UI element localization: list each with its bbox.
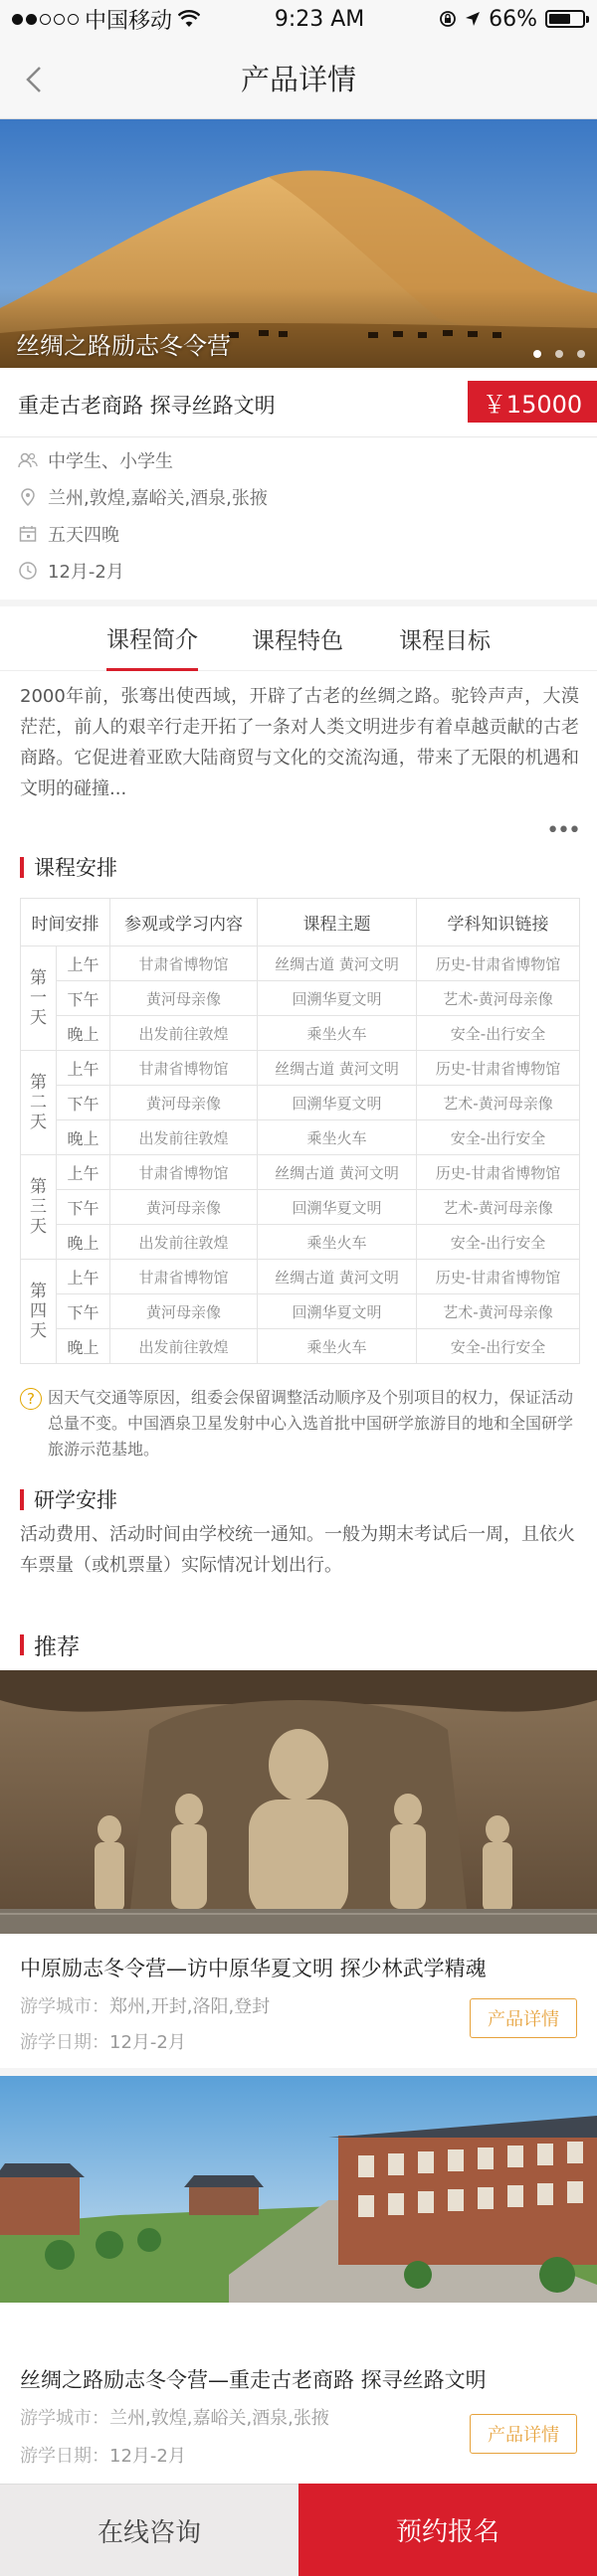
- card-date: [20, 2442, 186, 2468]
- content-cell: 甘肃省博物馆: [110, 946, 258, 981]
- page-title: 产品详情: [240, 63, 356, 96]
- product-detail-button[interactable]: 产品详情: [470, 1998, 577, 2038]
- nav-bar: [0, 38, 597, 119]
- carousel-indicator: [533, 350, 585, 358]
- table-row: [21, 1120, 580, 1155]
- city-label: 游学城市：: [20, 2408, 109, 2429]
- bottom-action-bar: [0, 2484, 597, 2576]
- day-label: 第 一 天: [21, 946, 57, 1051]
- link-cell: 安全-出行安全: [417, 1329, 580, 1364]
- table-row: [21, 1190, 580, 1225]
- day-label: 第 三 天: [21, 1155, 57, 1260]
- product-detail-button[interactable]: 产品详情: [470, 2414, 577, 2454]
- slot-cell: 下午: [57, 1294, 110, 1329]
- content-cell: 黄河母亲像: [110, 1294, 258, 1329]
- enroll-button[interactable]: 预约报名: [298, 2484, 597, 2576]
- table-row: [21, 1225, 580, 1260]
- more-button[interactable]: •••: [546, 818, 579, 843]
- status-time: 9:23 AM: [274, 6, 365, 32]
- carousel-dot: [555, 350, 563, 358]
- theme-cell: 回溯华夏文明: [258, 1086, 417, 1120]
- slot-cell: 晚上: [57, 1329, 110, 1364]
- schedule-heading: [20, 852, 117, 882]
- card-city: [20, 2404, 329, 2430]
- product-title-bar: [0, 368, 597, 437]
- theme-cell: 乘坐火车: [258, 1016, 417, 1051]
- date-value: 12月-2月: [109, 2032, 186, 2053]
- students-icon: [18, 450, 38, 470]
- content-cell: 出发前往敦煌: [110, 1120, 258, 1155]
- clock-icon: [18, 561, 38, 581]
- battery-percent: 66%: [489, 6, 537, 32]
- hero-banner[interactable]: [0, 119, 597, 368]
- info-row-location: [18, 484, 268, 510]
- content-cell: 出发前往敦煌: [110, 1225, 258, 1260]
- status-bar: [0, 0, 597, 38]
- recommend-heading: [20, 1629, 80, 1661]
- card-title: 中原励志冬令营—访中原华夏文明 探少林武学精魂: [20, 1957, 487, 1980]
- info-row-students: [18, 447, 173, 473]
- info-text: 兰州,敦煌,嘉峪关,酒泉,张掖: [48, 488, 268, 509]
- carrier-name: 中国移动: [85, 8, 173, 34]
- slot-cell: 上午: [57, 946, 110, 981]
- theme-cell: 回溯华夏文明: [258, 981, 417, 1016]
- link-cell: 历史-甘肃省博物馆: [417, 946, 580, 981]
- link-cell: 安全-出行安全: [417, 1120, 580, 1155]
- price-badge: ￥15000: [468, 381, 597, 423]
- table-row: [21, 1260, 580, 1294]
- theme-cell: 回溯华夏文明: [258, 1190, 417, 1225]
- table-row: [21, 1016, 580, 1051]
- slot-cell: 晚上: [57, 1016, 110, 1051]
- study-plan-heading: [20, 1484, 117, 1514]
- column-header: 学科知识链接: [417, 899, 580, 946]
- link-cell: 艺术-黄河母亲像: [417, 981, 580, 1016]
- tab-course-features[interactable]: 课程特色: [252, 628, 343, 654]
- section-marker: [20, 1634, 24, 1655]
- slot-cell: 晚上: [57, 1120, 110, 1155]
- table-row: [21, 946, 580, 981]
- study-plan-text: 活动费用、活动时间由学校统一通知。一般为期末考试后一周，且依火车票量（或机票量）实际情况计划出行。: [20, 1524, 575, 1576]
- grottoes-image: [0, 1670, 597, 1934]
- table-row: [21, 1329, 580, 1364]
- battery-icon: [545, 10, 585, 28]
- theme-cell: 回溯华夏文明: [258, 1294, 417, 1329]
- recommend-card[interactable]: [0, 1670, 597, 2068]
- city-value: 兰州,敦煌,嘉峪关,酒泉,张掖: [109, 2408, 329, 2429]
- link-cell: 历史-甘肃省博物馆: [417, 1051, 580, 1086]
- content-cell: 黄河母亲像: [110, 1086, 258, 1120]
- slot-cell: 上午: [57, 1051, 110, 1086]
- schedule-table: [20, 898, 580, 1364]
- recommend-header: [0, 1611, 597, 1670]
- tab-course-goals[interactable]: 课程目标: [399, 628, 491, 654]
- slot-cell: 下午: [57, 981, 110, 1016]
- city-value: 郑州,开封,洛阳,登封: [109, 1996, 271, 2017]
- theme-cell: 乘坐火车: [258, 1120, 417, 1155]
- tab-course-intro[interactable]: 课程简介: [106, 606, 198, 671]
- day-label: 第 四 天: [21, 1260, 57, 1364]
- date-value: 12月-2月: [109, 2446, 186, 2467]
- table-row: [21, 981, 580, 1016]
- back-button[interactable]: [14, 60, 54, 99]
- location-arrow-icon: [465, 11, 481, 27]
- course-tabs: [0, 606, 597, 671]
- city-label: 游学城市：: [20, 1996, 109, 2017]
- card-date: [20, 2028, 186, 2054]
- link-cell: 安全-出行安全: [417, 1016, 580, 1051]
- link-cell: 艺术-黄河母亲像: [417, 1086, 580, 1120]
- content-cell: 出发前往敦煌: [110, 1329, 258, 1364]
- study-plan-heading-text: 研学安排: [34, 1488, 117, 1512]
- slot-cell: 下午: [57, 1190, 110, 1225]
- table-header-row: [21, 899, 580, 946]
- info-text: 中学生、小学生: [48, 451, 173, 472]
- theme-cell: 丝绸古道 黄河文明: [258, 1260, 417, 1294]
- schedule-heading-text: 课程安排: [34, 856, 117, 880]
- theme-cell: 丝绸古道 黄河文明: [258, 946, 417, 981]
- status-left: [12, 4, 200, 35]
- date-label: 游学日期：: [20, 2446, 109, 2467]
- theme-cell: 乘坐火车: [258, 1329, 417, 1364]
- schedule-note: [20, 1385, 579, 1462]
- carousel-dot: [577, 350, 585, 358]
- theme-cell: 丝绸古道 黄河文明: [258, 1051, 417, 1086]
- online-consult-button[interactable]: 在线咨询: [0, 2484, 298, 2576]
- content-cell: 黄河母亲像: [110, 1190, 258, 1225]
- content-cell: 甘肃省博物馆: [110, 1051, 258, 1086]
- link-cell: 艺术-黄河母亲像: [417, 1190, 580, 1225]
- date-label: 游学日期：: [20, 2032, 109, 2053]
- table-row: [21, 1155, 580, 1190]
- info-text: 五天四晚: [48, 525, 119, 546]
- chevron-left-icon: [25, 66, 43, 93]
- question-icon: ?: [20, 1388, 42, 1410]
- schedule-note-text: 因天气交通等原因，组委会保留调整活动顺序及个别项目的权力，保证活动总量不变。中国酒泉卫星发射中心入选首批中国研学旅游目的地和全国研学旅游示范基地。: [48, 1388, 574, 1459]
- wifi-icon: [178, 10, 200, 28]
- section-marker: [20, 1489, 24, 1510]
- link-cell: 历史-甘肃省博物馆: [417, 1155, 580, 1190]
- recommend-card[interactable]: [0, 2076, 597, 2484]
- theme-cell: 丝绸古道 黄河文明: [258, 1155, 417, 1190]
- info-text: 12月-2月: [48, 562, 124, 583]
- recommend-heading-text: 推荐: [34, 1634, 80, 1660]
- column-header: 参观或学习内容: [110, 899, 258, 946]
- campus-image: [0, 2076, 597, 2303]
- column-header: 课程主题: [258, 899, 417, 946]
- column-header: 时间安排: [21, 899, 110, 946]
- location-icon: [18, 487, 38, 507]
- link-cell: 艺术-黄河母亲像: [417, 1294, 580, 1329]
- rotation-lock-icon: [439, 10, 457, 28]
- link-cell: 历史-甘肃省博物馆: [417, 1260, 580, 1294]
- table-row: [21, 1294, 580, 1329]
- info-row-date: [18, 558, 124, 584]
- product-info: [0, 437, 597, 600]
- info-row-duration: [18, 521, 119, 547]
- link-cell: 安全-出行安全: [417, 1225, 580, 1260]
- section-marker: [20, 857, 24, 878]
- tab-content: [0, 671, 597, 1621]
- signal-icon: [12, 14, 79, 25]
- carousel-dot: [533, 350, 541, 358]
- course-intro-text: 2000年前，张骞出使西域，开辟了古老的丝绸之路。驼铃声声，大漠茫茫，前人的艰辛行走开拓了一条对人类文明进步有着卓越贡献的古老商路。它促进着亚欧大陆商贸与文化的交流沟通，带来了无限的机遇和文明的碰撞...: [20, 686, 579, 799]
- card-city: [20, 1992, 270, 2018]
- status-right: [439, 7, 585, 32]
- slot-cell: 晚上: [57, 1225, 110, 1260]
- table-row: [21, 1086, 580, 1120]
- slot-cell: 下午: [57, 1086, 110, 1120]
- content-cell: 黄河母亲像: [110, 981, 258, 1016]
- content-cell: 出发前往敦煌: [110, 1016, 258, 1051]
- slot-cell: 上午: [57, 1260, 110, 1294]
- card-title: 丝绸之路励志冬令营—重走古老商路 探寻丝路文明: [20, 2368, 487, 2392]
- content-cell: 甘肃省博物馆: [110, 1260, 258, 1294]
- table-row: [21, 1051, 580, 1086]
- product-subtitle: 重走古老商路 探寻丝路文明: [18, 394, 276, 418]
- hero-caption: 丝绸之路励志冬令营: [16, 332, 231, 360]
- theme-cell: 乘坐火车: [258, 1225, 417, 1260]
- calendar-icon: [18, 524, 38, 544]
- slot-cell: 上午: [57, 1155, 110, 1190]
- day-label: 第 二 天: [21, 1051, 57, 1155]
- content-cell: 甘肃省博物馆: [110, 1155, 258, 1190]
